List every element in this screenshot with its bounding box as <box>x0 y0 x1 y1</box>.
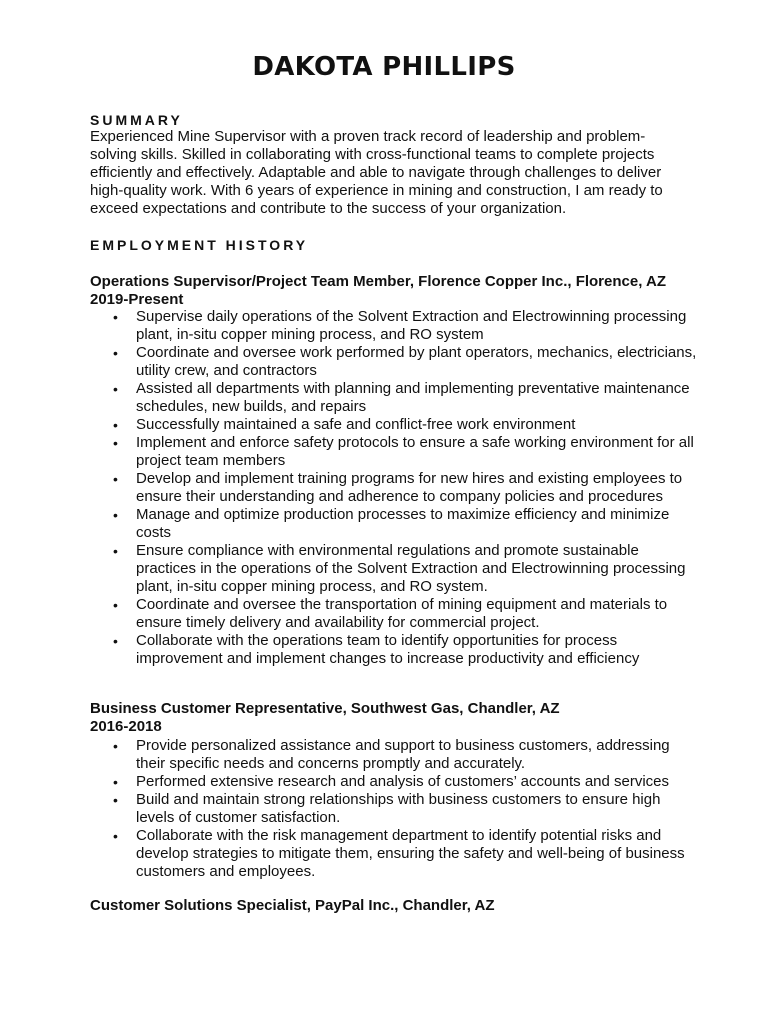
job-1-bullets <box>90 308 700 668</box>
job-2-bullet: • Performed extensive research and analysis of customers’ accounts and services <box>90 773 700 791</box>
job-1-dates: 2019-Present <box>90 291 184 308</box>
employment-heading: EMPLOYMENT HISTORY <box>90 237 309 253</box>
job-2-bullets <box>90 737 700 881</box>
job-1-bullet: • Collaborate with the operations team to identify opportunities for process improvement and implement changes to increase productivity and efficiency <box>90 632 700 668</box>
job-1-title: Operations Supervisor/Project Team Member, Florence Copper Inc., Florence, AZ <box>90 273 666 290</box>
job-2-bullet: • Build and maintain strong relationships with business customers to ensure high levels of customer satisfaction. <box>90 791 700 827</box>
job-1-bullet: • Coordinate and oversee work performed by plant operators, mechanics, electricians, utility crew, and contractors <box>90 344 700 380</box>
job-2-title: Business Customer Representative, Southwest Gas, Chandler, AZ <box>90 700 560 717</box>
job-2-dates: 2016-2018 <box>90 718 162 735</box>
job-1-bullet: • Assisted all departments with planning and implementing preventative maintenance schedules, new builds, and repairs <box>90 380 700 416</box>
job-2-bullet: • Provide personalized assistance and support to business customers, addressing their specific needs and concerns promptly and accurately. <box>90 737 700 773</box>
job-1-bullet: • Ensure compliance with environmental regulations and promote sustainable practices in the operations of the Solvent Extraction and Electrowinning processing plant, in-situ copper mining process, and RO system. <box>90 542 700 596</box>
summary-text: Experienced Mine Supervisor with a proven track record of leadership and problem-solving skills. Skilled in collaborating with cross-functional teams to complete projects efficiently and effectively. Adaptable and able to navigate through challenges to deliver high-quality work. With 6 years of experience in mining and construction, I am ready to exceed expectations and contribute to the success of your organization. <box>90 128 663 217</box>
job-1-bullet: • Develop and implement training programs for new hires and existing employees to ensure their understanding and adherence to company policies and procedures <box>90 470 700 506</box>
job-3-title: Customer Solutions Specialist, PayPal Inc., Chandler, AZ <box>90 897 495 914</box>
summary-heading: SUMMARY <box>90 112 183 128</box>
job-1-bullet: • Supervise daily operations of the Solvent Extraction and Electrowinning processing plant, in-situ copper mining process, and RO system <box>90 308 700 344</box>
candidate-name: DAKOTA PHILLIPS <box>252 52 516 82</box>
job-1-bullet: • Manage and optimize production processes to maximize efficiency and minimize costs <box>90 506 700 542</box>
job-1-bullet: • Successfully maintained a safe and conflict-free work environment <box>90 416 700 434</box>
job-1-bullet: • Coordinate and oversee the transportation of mining equipment and materials to ensure timely delivery and availability for commercial project. <box>90 596 700 632</box>
job-1-bullet: • Implement and enforce safety protocols to ensure a safe working environment for all project team members <box>90 434 700 470</box>
job-2-bullet: • Collaborate with the risk management department to identify potential risks and develop strategies to mitigate them, ensuring the safety and well-being of business customers and employees. <box>90 827 700 881</box>
